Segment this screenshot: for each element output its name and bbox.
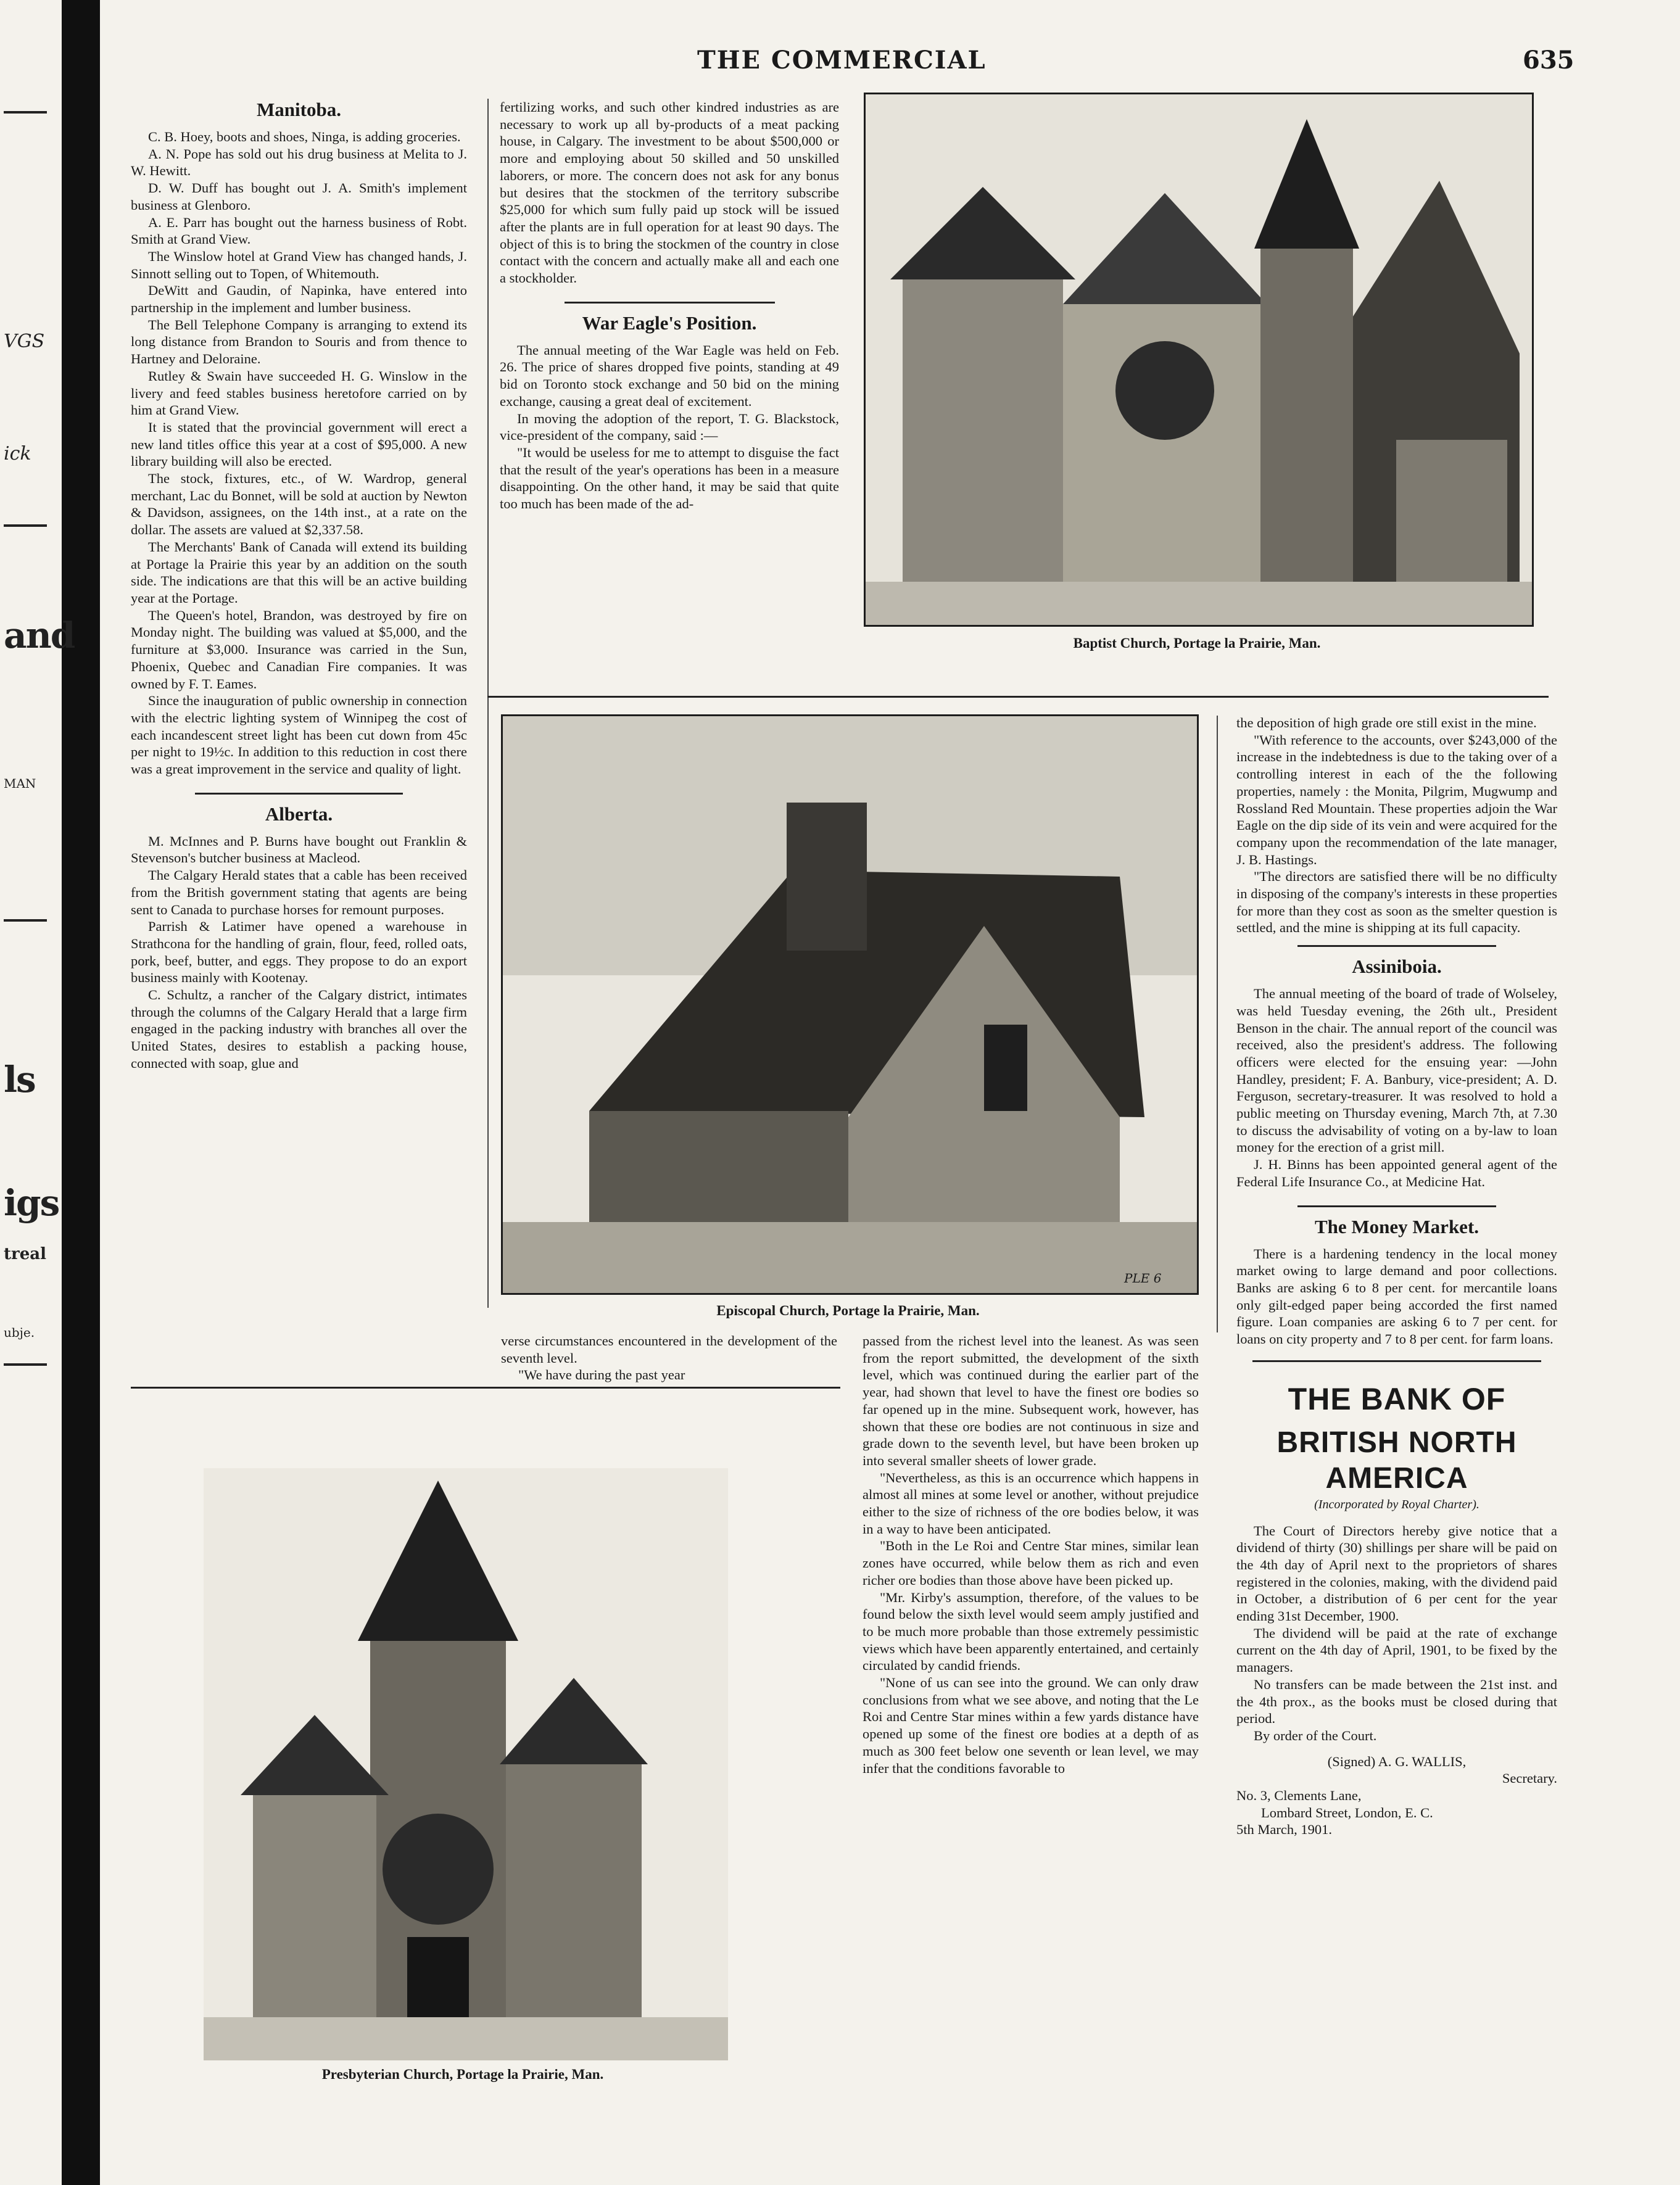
bank-ad-address: No. 3, Clements Lane,: [1236, 1788, 1362, 1804]
bank-ad-title: BRITISH NORTH AMERICA: [1277, 1426, 1517, 1495]
section-rule: [1252, 1360, 1541, 1362]
binding-edge: [62, 0, 100, 2185]
baptist-church-caption: Baptist Church, Portage la Prairie, Man.: [1073, 635, 1321, 651]
page-rule: [487, 696, 1549, 698]
alberta-heading: Alberta.: [265, 803, 333, 825]
column-2-lower: [501, 1332, 837, 1384]
manitoba-heading: Manitoba.: [257, 99, 341, 120]
news-item: The Queen's hotel, Brandon, was destroyed by fire on Monday night. The building was valued at $5,000, and the furniture at $3,000. Insurance was carried in the Sun, Phoenix, Quebec and Canadian Fire companies. It was owned by F. T. Eames.: [131, 607, 467, 692]
church-illustration: [866, 94, 1532, 625]
presbyterian-church-engraving: [204, 1468, 728, 2060]
bank-ad-title: THE BANK OF: [1288, 1381, 1506, 1416]
news-item: A. N. Pope has sold out his drug business at Melita to J. W. Hewitt.: [131, 146, 467, 179]
news-item: The annual meeting of the board of trade of Wolseley, was held Tuesday evening, the 26th ult., President Benson in the chair. The annual report of the council was received, also the president's address. The following officers were elected for the ensuing year: —John Handley, president; F. A. Banbury, vice-president; A. D. Ferguson, secretary-treasurer. It was resolved to hold a public meeting on Thursday evening, March 7th, at 7.30 to discuss the advisability of voting on a by-law to loan money for the erection of a grist mill.: [1236, 986, 1557, 1155]
section-rule: [1297, 1205, 1496, 1207]
news-item: Since the inauguration of public ownership in connection with the electric lighting system of Winnipeg the cost of each incandescent street light has been cut down from 45c per night to 19½c. In addition to this reduction in cost there was a great improvement in the service and quality of light.: [131, 693, 467, 777]
left-margin-fragments: [0, 74, 75, 2171]
news-item: The Merchants' Bank of Canada will extend its building at Portage la Prairie this year by an addition on the south side. The indications are that this will be an active building year at the Portage.: [131, 539, 467, 606]
news-item: The stock, fixtures, etc., of W. Wardrop, general merchant, Lac du Bonnet, will be sold at auction by Newton & Davidson, assignees, on the 14th inst., at a rate on the dollar. The assets are valued at $2,337.58.: [131, 471, 467, 538]
column-rule: [487, 99, 489, 1308]
column-3-lower: [863, 1332, 1199, 1777]
bank-ad-paragraph: The Court of Directors hereby give notice that a dividend of thirty (30) shillings per share will be paid on the 4th day of April next to the proprietors of shares registered in the colonies, making, with the dividend paid in October, a distribution of 6 per cent for the year ending 31st December, 1900.: [1236, 1522, 1557, 1624]
presbyterian-church-caption: Presbyterian Church, Portage la Prairie, Man.: [321, 2067, 604, 2082]
margin-fragment: ubje.: [4, 1325, 35, 1340]
margin-dash: [4, 524, 47, 527]
news-item: It is stated that the provincial government will erect a new land titles office this year at a cost of $95,000. A new library building will also be erected.: [131, 419, 467, 469]
bank-ad-paragraph: The dividend will be paid at the rate of exchange current on the 4th day of April, 1901, to be fixed by the managers.: [1236, 1625, 1557, 1675]
column-2: [500, 99, 839, 513]
article-paragraph: "Both in the Le Roi and Centre Star mines, similar lean zones have occurred, while below them as rich and even richer ore bodies than those above have been picked up.: [863, 1538, 1199, 1588]
bank-ad-address: Lombard Street, London, E. C.: [1261, 1804, 1433, 1820]
war-eagle-heading: War Eagle's Position.: [582, 312, 757, 334]
article-paragraph: "It would be useless for me to attempt to disguise the fact that the result of the year's operations has been in a measure disappointing. On the other hand, it may be said that quite too much has been made of the ad-: [500, 444, 839, 512]
article-paragraph: "We have during the past year: [518, 1367, 685, 1383]
margin-fragment: igs: [4, 1182, 59, 1224]
news-item: J. H. Binns has been appointed general agent of the Federal Life Insurance Co., at Medicine Hat.: [1236, 1157, 1557, 1189]
episcopal-church-engraving: [501, 714, 1199, 1295]
news-item: The Bell Telephone Company is arranging to extend its long distance from Brandon to Souris and from thence to Hartney and Deloraine.: [131, 316, 467, 367]
newspaper-title: THE COMMERCIAL: [697, 46, 987, 75]
margin-dash: [4, 919, 47, 922]
engraver-mark: PLE 6: [1124, 1271, 1162, 1286]
margin-dash: [4, 1363, 47, 1366]
news-item: The Winslow hotel at Grand View has changed hands, J. Sinnott selling out to Topen, of Whitemouth.: [131, 248, 467, 281]
margin-fragment: ick: [4, 443, 31, 465]
bank-ad-paragraph: By order of the Court.: [1254, 1727, 1377, 1743]
section-rule: [195, 793, 403, 795]
money-market-heading: The Money Market.: [1314, 1215, 1479, 1237]
news-item: C. Schultz, a rancher of the Calgary district, intimates through the columns of the Calgary Herald that a large firm engaged in the packing industry with branches all over the United States, desires to establish a packing house, connected with soap, glue and: [131, 987, 467, 1071]
news-item: M. McInnes and P. Burns have bought out Franklin & Stevenson's butcher business at Macleod.: [131, 833, 467, 866]
episcopal-church-caption: Episcopal Church, Portage la Prairie, Man.: [716, 1303, 980, 1318]
bank-ad-subtitle: (Incorporated by Royal Charter).: [1314, 1497, 1479, 1511]
article-paragraph: "Mr. Kirby's assumption, therefore, of the values to be found below the sixth level would seem amply justified and to be much more probable than those extremely pessimistic views which have been apparently entertained, and certainly circulated by candid friends.: [863, 1589, 1199, 1674]
margin-fragment: and: [4, 614, 75, 656]
article-paragraph: "Nevertheless, as this is an occurrence which happens in almost all mines at some level or another, without prejudice either to the size of richness of the ore bodies below, it was in a way to have been anticipated.: [863, 1469, 1199, 1537]
bank-ad-secretary: Secretary.: [1502, 1770, 1557, 1786]
column-4: [1236, 714, 1557, 1838]
section-rule: [1297, 945, 1496, 947]
bank-ad-date: 5th March, 1901.: [1236, 1822, 1332, 1838]
article-paragraph: The annual meeting of the War Eagle was held on Feb. 26. The price of shares dropped five points, standing at 49 bid on Toronto stock exchange and 50 bid on the mining exchange, causing a great deal of excitement.: [500, 342, 839, 409]
church-illustration: [204, 1468, 728, 2060]
article-paragraph: the deposition of high grade ore still exist in the mine.: [1236, 715, 1537, 730]
margin-fragment: treal: [4, 1245, 46, 1263]
church-illustration: [503, 716, 1197, 1293]
section-rule: [565, 302, 775, 304]
margin-fragment: ls: [4, 1059, 35, 1101]
margin-fragment: MAN: [4, 776, 36, 791]
article-paragraph: "None of us can see into the ground. We can only draw conclusions from what we see above, and noting that the Le Roi and Centre Star mines within a few yards distance have opened up some of the finest ore bodies at a depth of as much as 300 feet below one seventh or lean level, we may infer that the conditions favorable to: [863, 1675, 1199, 1776]
news-item: DeWitt and Gaudin, of Napinka, have entered into partnership in the implement and lumber business.: [131, 283, 467, 316]
article-paragraph: verse circumstances encountered in the development of the seventh level.: [501, 1333, 837, 1366]
article-paragraph: In moving the adoption of the report, T. G. Blackstock, vice-president of the company, said :—: [500, 410, 839, 444]
article-paragraph: "The directors are satisfied there will be no difficulty in disposing of the company's interests in these properties for more than they cost as soon as the smelter question is settled, and the mine is shipping at its full capacity.: [1236, 869, 1557, 936]
column-rule: [1217, 716, 1218, 1332]
column-1: [131, 93, 467, 1072]
news-item: A. E. Parr has bought out the harness business of Robt. Smith at Grand View.: [131, 214, 467, 247]
margin-dash: [4, 111, 47, 114]
news-item: C. B. Hoey, boots and shoes, Ninga, is adding groceries.: [148, 129, 461, 144]
bank-ad-signature: (Signed) A. G. WALLIS,: [1327, 1753, 1467, 1769]
assiniboia-heading: Assiniboia.: [1352, 956, 1442, 978]
news-item: The Calgary Herald states that a cable has been received from the British government stating that agents are being sent to Canada to purchase horses for remount purposes.: [131, 867, 467, 917]
article-continuation: fertilizing works, and such other kindred industries as are necessary to work up all by-products of a meat packing house, in Calgary. The investment to be about $500,000 or more and employing about 50 skilled and 50 unskilled laborers, or more. The concern does not ask for any bonus but desires that the stockmen of the territory subscribe $25,000 for which sum fully paid up stock will be issued after the plants are in full operation for at least 90 days. The object of this is to bring the stockmen of the country in close contact with the concern and actually make all and each one a stockholder.: [500, 99, 839, 286]
margin-fragment: VGS: [4, 331, 45, 352]
news-item: There is a hardening tendency in the local money market owing to large demand and poor collections. Banks are asking 6 to 8 per cent. for mercantile loans only gilt-edged paper being accorded the first named figure. Loan companies are asking 6 to 7 per cent. for loans on city property and 7 to 8 per cent. for farm loans.: [1236, 1245, 1557, 1347]
baptist-church-engraving: [864, 93, 1534, 627]
news-item: Parrish & Latimer have opened a warehouse in Strathcona for the handling of grain, flour, feed, rolled oats, pork, beef, butter, and eggs. They propose to do an export business mainly with Kootenay.: [131, 919, 467, 986]
page-number: 635: [1523, 46, 1574, 75]
news-item: Rutley & Swain have succeeded H. G. Winslow in the livery and feed stables business heretofore carried on by him at Grand View.: [131, 368, 467, 418]
page-rule: [131, 1387, 840, 1389]
article-paragraph: passed from the richest level into the leanest. As was seen from the report submitted, the development of the sixth level, which was continued during the earlier part of the year, had shown that level to have the finest ore bodies so far opened up in the mine. Subsequent work, however, has shown that these ore bodies are not continuous in size and grade down to the seventh level, but have been broken up into several smaller sheets of lower grade.: [863, 1333, 1199, 1468]
bank-ad-paragraph: No transfers can be made between the 21st inst. and the 4th prox., as the books must be closed during that period.: [1236, 1676, 1557, 1727]
news-item: D. W. Duff has bought out J. A. Smith's implement business at Glenboro.: [131, 180, 467, 213]
article-paragraph: "With reference to the accounts, over $243,000 of the increase in the indebtedness is due to the taking over of a controlling interest in each of the the following properties, namely : the Monita, Pilgrim, Mugwump and Rossland Red Mountain. These properties adjoin the War Eagle on the dip side of its vein and were acquired for the company upon the recommendation of the late manager, J. B. Hastings.: [1236, 732, 1557, 867]
